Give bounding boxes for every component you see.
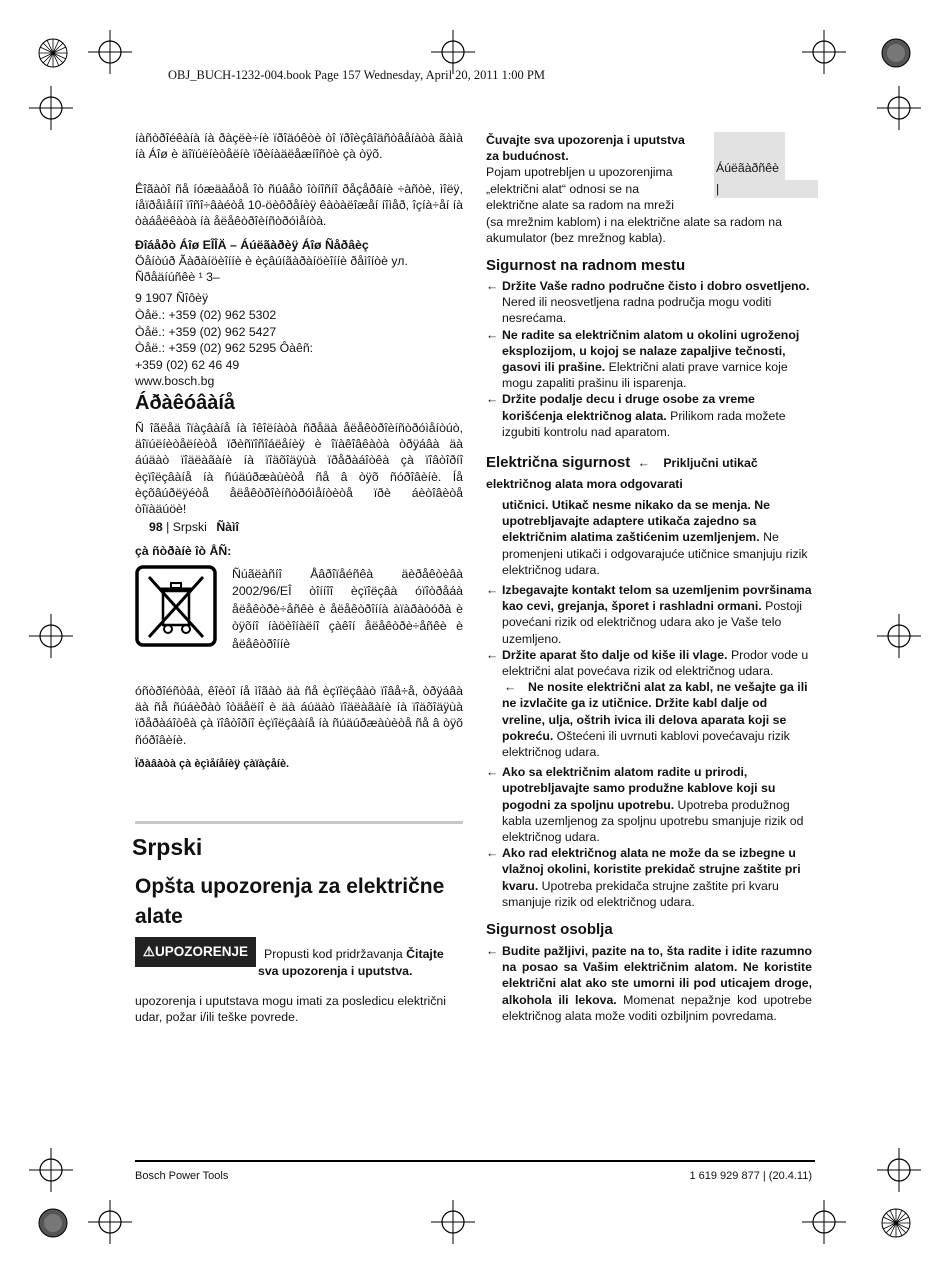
bg-phone-2: Òåë.: +359 (02) 962 5427: [135, 325, 277, 339]
electrical-line-2: električnog alata mora odgovarati: [486, 477, 683, 491]
electrical-rule-2-bold: Izbegavajte kontakt telom sa uzemljenim površinama kao cevi, grejanja, šporet i rashladni ormani.: [502, 583, 812, 614]
arrow-bullet-icon: ←: [486, 944, 499, 958]
registration-mark-top-right-crosshair: [802, 30, 846, 74]
electrical-rule-3-text: Prodor vode u električni alat povećava rizik od električnog udara.: [502, 647, 809, 679]
electrical-rule-list: [486, 497, 812, 910]
registration-mark-bottom-center-crosshair: [431, 1200, 475, 1244]
bg-paragraph-1: íàñòðîéêàíà íà ðàçëè÷íè ïðîäóêòè òî ïðîèçâîäñòâåíàòà ãàìà íà Áîø è äîïúëíèòåëíè ïðèíàäëåæíîñòè çà òÿõ.: [135, 131, 463, 162]
bg-rights-note: Ïðàâàòà çà èçìåíåíèÿ çàïàçåíè.: [135, 758, 290, 770]
keep-line-4: (sa mrežnim kablom) i na električne alate sa radom na akumulator (bez mrežnog kabla).: [486, 215, 782, 246]
registration-mark-bottom-right-crosshair: [802, 1200, 846, 1244]
electrical-rule-1-bold: utičnici. Utikač nesme nikako da se menja. Ne upotrebljavajte adaptere utikača zajedno sa električnim alatima zaštićenim uzemljenjem.: [502, 498, 770, 545]
gray-box-label: Áúëãàðñêè: [716, 161, 779, 175]
bg-website: www.bosch.bg: [135, 374, 215, 388]
gray-box-cursor: |: [716, 182, 720, 196]
work-rule-2: [486, 327, 812, 392]
footer-rule: [135, 1160, 815, 1162]
registration-mark-top-left-sunburst: [38, 38, 68, 68]
serbian-paragraph-end: upozorenja i uputstava mogu imati za posledicu električni udar, požar i/ili teške povrede.: [135, 994, 447, 1025]
personal-rule-list: [486, 943, 812, 1024]
keep-instructions-title-1: Čuvajte sva upozorenja i uputstva: [486, 133, 685, 147]
registration-mark-side-right: [877, 614, 921, 658]
work-rule-list: [486, 278, 812, 440]
bg-company: Ðîáåðò Áîø ЕÎÎÄ – Áúëãàðèÿ Áîø Ñåðâèç: [135, 238, 369, 252]
general-warnings-heading-line1: Opšta upozorenja za električne: [135, 875, 445, 898]
bg-fax: +359 (02) 62 46 49: [135, 358, 240, 372]
weee-bin-icon: [135, 565, 217, 647]
bg-paragraph-4: óñòðîéñòâà, êîèòî íå ìîãàò äà ñå èçïîëçâàò ïîâå÷å, òðÿáâà äà ñå ñúáèðàò îòäåëíî è äà áúäàò ïîäëàãàíè íà ïîäõîäÿùà ïðåðàáîòêà çà ïîâòîðíî èçïîëçâàíå íà ñúäúðæàùèòå ñå â òÿõ ñóðîâèíè.: [135, 684, 463, 747]
electrical-rule-1-text: Ne promenjeni utikači i odgovarajuće utičnice smanjuju rizik električnog udara.: [502, 530, 808, 577]
electrical-rule-4-bold: Ne nosite električni alat za kabl, ne vešajte ga ili ne izvlačite ga iz utičnice. Držite kabl dalje od vreline, ulja, oštrih ivica ili delova aparata koji se pokreću.: [502, 680, 808, 743]
bg-paragraph-2: Êîãàòî ñå íóæäàåòå îò ñúâåò îòíîñíî ðåçåðâíè ÷àñòè, ìîëÿ, íåïðåìåííî ïîñî÷âàéòå 10-öèôðåíèÿ êàòàëîæåí íîìåð, îçíà÷åí íà òàáåëêàòà íà åëåêòðîèíñòðóìåíòà.: [135, 182, 463, 229]
work-rule-3-bold: Držite podalje decu i druge osobe za vreme korišćenja električnog alata.: [502, 392, 755, 423]
registration-mark-bottom-right: [877, 1148, 921, 1192]
bg-address-2: 9 1907 Ñîôèÿ: [135, 291, 209, 305]
electrical-rule-6-bold: Ako rad električnog alata ne može da se izbegne u vlažnoj okolini, koristite prekidač strujne zaštite pri kvaru.: [502, 846, 801, 893]
keep-line-3: električne alate sa radom na mreži: [486, 198, 674, 212]
work-rule-1: [486, 278, 812, 327]
electrical-rule-5-text: Upotreba produžnog kabla uzemljenog za spoljnu upotrebu smanjuje rizik od električnog udara.: [502, 797, 804, 845]
electrical-safety-heading: Električna sigurnost: [486, 454, 631, 471]
electrical-safety-heading-line: [486, 455, 816, 471]
electrical-rule-6-text: Upotreba prekidača strujne zaštite pri kvaru smanjuje rizik od električnog udara.: [502, 878, 779, 909]
electrical-rule-3: [486, 647, 812, 679]
registration-mark-bottom-right-sunburst: [881, 1208, 911, 1238]
registration-mark-mid-right: [877, 86, 921, 130]
personal-rule-1-bold: Budite pažljivi, pazite na to, šta radite i idite razumno na posao sa Vašim električnim alatom. Ne koristite električni alat ako ste umorni ili pod uticajem droge, alkohola ili lekova.: [502, 944, 812, 1007]
warning-text-b: Čitajte: [406, 947, 444, 961]
warning-triangle-icon: ⚠: [142, 944, 156, 959]
electrical-rule-2: [486, 582, 812, 647]
registration-mark-top-right-solid: [881, 38, 911, 68]
arrow-bullet-icon: ←: [486, 647, 499, 662]
serbian-section-title: Srpski: [132, 834, 203, 860]
registration-mark-bottom-left-solid: [38, 1208, 68, 1238]
bg-phone-1: Òåë.: +359 (02) 962 5302: [135, 308, 277, 322]
arrow-bullet-icon: ←: [486, 279, 499, 293]
electrical-rule-2-text: Postoji povećani rizik od električnog udara ako je Vaše telo uzemljeno.: [502, 599, 803, 646]
registration-mark-bottom-left: [29, 1148, 73, 1192]
bg-paragraph-3: Ñ îãëåä îïàçâàíå íà îêîëíàòà ñðåäà åëåêòðîèíñòðóìåíòúò, äîïúëíèòåëíèòå ïðèñïîñîáëåíèÿ è îïàêîâêàòà òðÿáâà äà áúäàò ïîäëàãàíè íà ïîäõîäÿùà ïðåðàáîòêà çà ïîâòîðíî èçïîëçâàíå íà ñúäúðæàùèòå ñå â òÿõ ñóðîâèíè. Íå èçõâúðëÿéòå åëåêòðîèíñòðóìåíòèòå ïðè áèòîâèòå òîïàäúöè!: [135, 421, 463, 517]
personal-rule-1-text: Momenat nepažnje kod upotrebe električnog alata može voditi ozbiljnim povredama.: [502, 992, 812, 1023]
work-rule-1-text: Nered ili neosvetljena radna područja mogu voditi nesrećama.: [502, 295, 772, 326]
work-rule-1-bold: Držite Vaše radno područne čisto i dobro osvetljeno.: [502, 279, 810, 293]
page-tail: Ñàìî: [216, 520, 239, 534]
bg-phone-3: Òåë.: +359 (02) 962 5295 Ôàêñ:: [135, 341, 314, 355]
footer-code: 1 619 929 877 | (20.4.11): [689, 1170, 812, 1182]
personal-safety-heading: Sigurnost osoblja: [486, 921, 613, 938]
registration-mark-top-left-crosshair: [88, 30, 132, 74]
warning-badge-label: UPOZORENJE: [155, 944, 249, 959]
arrow-bullet-icon: ←: [486, 583, 499, 598]
personal-rule-1: [486, 943, 812, 1024]
general-warnings-heading-line2: alate: [135, 905, 183, 928]
weee-directive-text: Ñúãëàñíî Åâðîïåéñêà äèðåêòèâà 2002/96/EÎ òîííîî èçïîëçâà óïîòðåáà åëåêòðè÷åñêè è åëåêòðîííà àïàðàòóðà è òÿõíî íàöèîíàëíî çàêîí åëåêòðè÷åñêè è åëåêòðîííè: [232, 567, 463, 651]
electrical-rule-4: [486, 679, 812, 760]
arrow-bullet-icon: ←: [504, 680, 517, 695]
arrow-bullet-icon: ←: [486, 392, 499, 407]
arrow-bullet-icon: ←: [637, 456, 650, 470]
keep-line-2: „električni alat“ odnosi se na: [486, 182, 640, 196]
warning-text-line1: [264, 946, 464, 962]
page-reference: 98 | Srpski Ñàìî: [149, 520, 239, 534]
arrow-bullet-icon: ←: [486, 846, 499, 861]
registration-mark-bottom-left-crosshair: [88, 1200, 132, 1244]
eu-countries-label: çà ñòðàíè îò ÅÑ:: [135, 544, 232, 558]
registration-mark-side-left: [29, 614, 73, 658]
bg-heading-disposal: Áðàêóâàíå: [135, 392, 236, 414]
bg-address-1: Öåíòúð Ãàðàíöèîííè è èçâúíãàðàíöèîííè ðåìîíòè ул. Ñðåäíúñêè ¹ 3–: [135, 254, 408, 285]
page-number: 98: [149, 520, 163, 534]
work-area-safety-heading: Sigurnost na radnom mestu: [486, 257, 686, 274]
electrical-rule-5-bold: Ako sa električnim alatom radite u prirodi, upotrebljavajte samo produžne kablove koji su pogodni za spoljnu upotrebu.: [502, 765, 776, 812]
work-rule-3: [486, 391, 812, 440]
footer-brand: Bosch Power Tools: [135, 1170, 229, 1182]
work-rule-2-bold: Ne radite sa električnim alatom u okolini ugroženoj eksplozijom, u kojoj se nalaze zapaljive tečnosti, gasovi ili prašine.: [502, 327, 800, 375]
electrical-rule-6: [486, 845, 812, 910]
registration-mark-mid-left: [29, 86, 73, 130]
electrical-rule-1: [486, 497, 812, 578]
page-language: Srpski: [172, 520, 207, 534]
electrical-rule-4-text: Oštećeni ili uvrnuti kablovi povećavaju rizik električnog udara.: [502, 728, 790, 760]
section-divider: [135, 821, 463, 824]
arrow-bullet-icon: ←: [486, 327, 499, 342]
electrical-rule-3-bold: Držite aparat što dalje od kiše ili vlage.: [502, 647, 728, 662]
book-header: OBJ_BUCH-1232-004.book Page 157 Wednesday, April 20, 2011 1:00 PM: [168, 68, 545, 82]
keep-instructions-title-2: za budućnost.: [486, 149, 569, 163]
keep-line-1: Pojam upotrebljen u upozorenjima: [486, 165, 673, 179]
electrical-rule-5: [486, 764, 812, 845]
arrow-bullet-icon: ←: [486, 765, 499, 780]
warning-text-line2: sva upozorenja i uputstva.: [258, 964, 413, 978]
warning-badge: [135, 937, 256, 967]
electrical-inline-text: Priključni utikač: [663, 456, 758, 470]
warning-text-a: Propusti kod pridržavanja: [264, 947, 407, 961]
work-rule-3-text: Prilikom rada možete izgubiti kontrolu nad aparatom.: [502, 408, 786, 439]
work-rule-2-text: Električni alati prave varnice koje mogu zapaliti prašinu ili isparenja.: [502, 360, 788, 391]
